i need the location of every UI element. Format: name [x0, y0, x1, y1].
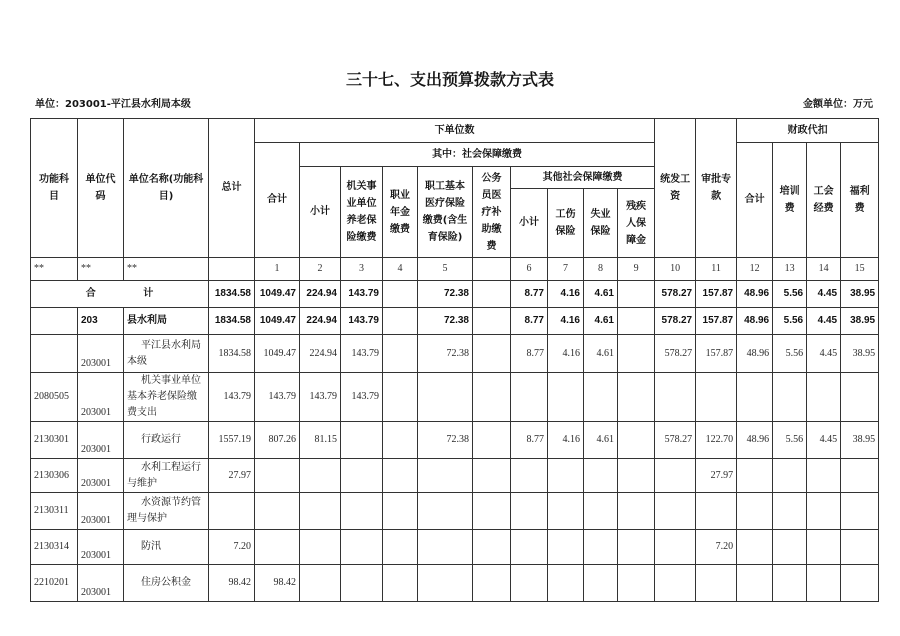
- cell-unified-salary: 578.27: [655, 335, 696, 373]
- cell-welfare-fee: [841, 373, 879, 422]
- header-unemployment-label: 失业保险: [590, 209, 611, 237]
- header-approved-special-label: 审批专款: [701, 174, 732, 202]
- cell-unemployment: 4.61: [584, 308, 618, 335]
- cell-ss-subtotal: [300, 493, 341, 530]
- column-index-cell: 14: [807, 258, 841, 281]
- cell-welfare-fee: 38.95: [841, 281, 879, 308]
- cell-disability: [618, 422, 655, 459]
- cell-civil-servant-medical: [473, 422, 511, 459]
- cell-unified-salary: 578.27: [655, 281, 696, 308]
- unit-code-cell: 203001: [78, 493, 124, 530]
- table-row: [31, 373, 879, 422]
- cell-ss-subtotal: 143.79: [300, 373, 341, 422]
- cell-disability: [618, 493, 655, 530]
- unit-name-cell: 防汛: [124, 530, 209, 565]
- header-medical-label: 职工基本医疗保险缴费(含生育保险): [422, 181, 468, 243]
- cell-ss-subtotal: [300, 459, 341, 493]
- cell-subtotal: [255, 530, 300, 565]
- cell-withholding-total: [737, 373, 773, 422]
- column-index-cell: **: [31, 258, 78, 281]
- cell-ss-subtotal: [300, 530, 341, 565]
- header-approved-special: [696, 119, 737, 258]
- header-pension: [341, 167, 383, 258]
- function-code-cell: 2130311: [31, 493, 78, 530]
- cell-unified-salary: [655, 565, 696, 602]
- table-row: [31, 530, 879, 565]
- cell-withholding-total: [737, 459, 773, 493]
- cell-unified-salary: [655, 530, 696, 565]
- cell-work-injury: [548, 373, 584, 422]
- cell-annuity: [383, 459, 418, 493]
- column-index-cell: **: [124, 258, 209, 281]
- cell-work-injury: [548, 565, 584, 602]
- cell-training-fee: [773, 493, 807, 530]
- header-social-security-label: 其中：社会保障缴费: [432, 148, 523, 160]
- cell-pension: 143.79: [341, 308, 383, 335]
- unit-name-cell: 行政运行: [124, 422, 209, 459]
- cell-pension: 143.79: [341, 373, 383, 422]
- cell-approved-special: [696, 373, 737, 422]
- header-training-fee-label: 培训费: [779, 186, 800, 214]
- cell-unemployment: [584, 530, 618, 565]
- cell-total: 1834.58: [209, 308, 255, 335]
- cell-approved-special: [696, 565, 737, 602]
- cell-unified-salary: [655, 373, 696, 422]
- unit-code-cell: 203: [78, 308, 124, 335]
- header-subtotal-label: 合计: [267, 194, 287, 206]
- cell-other-ss-subtotal: [511, 530, 548, 565]
- cell-other-ss-subtotal: [511, 459, 548, 493]
- column-index-cell: 2: [300, 258, 341, 281]
- cell-other-ss-subtotal: 8.77: [511, 308, 548, 335]
- function-code-cell: [31, 308, 78, 335]
- cell-approved-special: 157.87: [696, 281, 737, 308]
- cell-civil-servant-medical: [473, 281, 511, 308]
- cell-subtotal: 1049.47: [255, 335, 300, 373]
- cell-other-ss-subtotal: 8.77: [511, 335, 548, 373]
- header-training-fee: [773, 143, 807, 258]
- cell-medical: 72.38: [418, 281, 473, 308]
- unit-code-cell: 203001: [78, 422, 124, 459]
- function-code-cell: 2130314: [31, 530, 78, 565]
- column-index-cell: 4: [383, 258, 418, 281]
- column-index-cell: 6: [511, 258, 548, 281]
- header-withholding-total-label: 合计: [744, 194, 765, 206]
- cell-training-fee: [773, 530, 807, 565]
- unit-label: 单位：203001-平江县水利局本级: [35, 99, 191, 110]
- cell-union-fee: 4.45: [807, 308, 841, 335]
- unit-code-cell: 203001: [78, 335, 124, 373]
- cell-annuity: [383, 422, 418, 459]
- cell-withholding-total: 48.96: [737, 281, 773, 308]
- table-header: [31, 119, 879, 258]
- cell-annuity: [383, 281, 418, 308]
- header-unit-name-label: 单位名称(功能科目): [128, 174, 204, 202]
- cell-training-fee: [773, 373, 807, 422]
- cell-training-fee: 5.56: [773, 281, 807, 308]
- cell-civil-servant-medical: [473, 493, 511, 530]
- header-row-1: [31, 119, 879, 143]
- cell-unified-salary: 578.27: [655, 308, 696, 335]
- header-other-subtotal: [511, 189, 548, 258]
- cell-subtotal: 1049.47: [255, 308, 300, 335]
- unit-name-cell: 平江县水利局本级: [124, 335, 209, 373]
- cell-work-injury: 4.16: [548, 281, 584, 308]
- column-index-cell: 11: [696, 258, 737, 281]
- cell-medical: [418, 459, 473, 493]
- header-withholding-total: [737, 143, 773, 258]
- grand-total-label: 合 计: [31, 281, 209, 308]
- cell-subtotal: 807.26: [255, 422, 300, 459]
- cell-welfare-fee: [841, 530, 879, 565]
- cell-unified-salary: 578.27: [655, 422, 696, 459]
- header-union-fee: [807, 143, 841, 258]
- cell-work-injury: 4.16: [548, 422, 584, 459]
- cell-pension: [341, 422, 383, 459]
- cell-disability: [618, 335, 655, 373]
- table-row: [31, 493, 879, 530]
- cell-ss-subtotal: 81.15: [300, 422, 341, 459]
- cell-union-fee: 4.45: [807, 335, 841, 373]
- cell-unemployment: [584, 493, 618, 530]
- header-function-code: [31, 119, 78, 258]
- cell-medical: [418, 565, 473, 602]
- cell-other-ss-subtotal: 8.77: [511, 281, 548, 308]
- cell-union-fee: [807, 493, 841, 530]
- cell-pension: 143.79: [341, 335, 383, 373]
- column-index-cell: 13: [773, 258, 807, 281]
- cell-disability: [618, 308, 655, 335]
- cell-welfare-fee: 38.95: [841, 308, 879, 335]
- header-medical: [418, 167, 473, 258]
- cell-annuity: [383, 373, 418, 422]
- cell-annuity: [383, 308, 418, 335]
- cell-ss-subtotal: 224.94: [300, 335, 341, 373]
- cell-other-ss-subtotal: [511, 373, 548, 422]
- cell-work-injury: [548, 493, 584, 530]
- cell-subtotal: [255, 459, 300, 493]
- cell-training-fee: 5.56: [773, 308, 807, 335]
- unit-name-cell: 住房公积金: [124, 565, 209, 602]
- column-index-cell: 12: [737, 258, 773, 281]
- header-union-fee-label: 工会经费: [813, 186, 834, 214]
- header-annuity: [383, 167, 418, 258]
- cell-union-fee: [807, 530, 841, 565]
- cell-total: [209, 493, 255, 530]
- header-fiscal-withholding: [737, 119, 879, 143]
- header-function-code-label: 功能科目: [39, 174, 69, 202]
- column-index-cell: 8: [584, 258, 618, 281]
- cell-total: 7.20: [209, 530, 255, 565]
- header-welfare-fee: [841, 143, 879, 258]
- cell-unified-salary: [655, 493, 696, 530]
- cell-other-ss-subtotal: [511, 493, 548, 530]
- cell-ss-subtotal: 224.94: [300, 308, 341, 335]
- header-unified-salary-label: 统发工资: [660, 174, 691, 202]
- cell-withholding-total: [737, 530, 773, 565]
- header-lower-units-label: 下单位数: [434, 124, 475, 136]
- column-index-cell: [473, 258, 511, 281]
- cell-unemployment: 4.61: [584, 422, 618, 459]
- cell-training-fee: [773, 565, 807, 602]
- table-row: [31, 308, 879, 335]
- cell-withholding-total: 48.96: [737, 308, 773, 335]
- unit-name-cell: 水利工程运行与维护: [124, 459, 209, 493]
- cell-welfare-fee: [841, 565, 879, 602]
- cell-total: 1557.19: [209, 422, 255, 459]
- cell-approved-special: 157.87: [696, 335, 737, 373]
- cell-welfare-fee: 38.95: [841, 335, 879, 373]
- cell-pension: [341, 530, 383, 565]
- column-index-cell: 1: [255, 258, 300, 281]
- cell-approved-special: 27.97: [696, 459, 737, 493]
- column-index-cell: 9: [618, 258, 655, 281]
- cell-disability: [618, 459, 655, 493]
- cell-work-injury: [548, 530, 584, 565]
- header-unit-code-label: 单位代码: [85, 174, 116, 202]
- header-fiscal-withholding-label: 财政代扣: [787, 124, 828, 136]
- cell-training-fee: [773, 459, 807, 493]
- header-other-social-security-label: 其他社会保障缴费: [542, 171, 623, 183]
- cell-total: 27.97: [209, 459, 255, 493]
- cell-disability: [618, 281, 655, 308]
- header-civil-servant-medical-label: 公务员医疗补助缴费: [481, 172, 502, 252]
- cell-withholding-total: [737, 565, 773, 602]
- column-index-row: [31, 258, 879, 281]
- cell-pension: [341, 459, 383, 493]
- cell-annuity: [383, 565, 418, 602]
- cell-work-injury: 4.16: [548, 335, 584, 373]
- cell-welfare-fee: [841, 493, 879, 530]
- cell-union-fee: 4.45: [807, 281, 841, 308]
- cell-annuity: [383, 493, 418, 530]
- cell-total: 98.42: [209, 565, 255, 602]
- cell-other-ss-subtotal: [511, 565, 548, 602]
- cell-total: 1834.58: [209, 335, 255, 373]
- cell-total: 1834.58: [209, 281, 255, 308]
- column-index-cell: 15: [841, 258, 879, 281]
- cell-welfare-fee: 38.95: [841, 422, 879, 459]
- grand-total-row: [31, 281, 879, 308]
- budget-table: [30, 118, 879, 602]
- page-title: 三十七、支出预算拨款方式表: [345, 70, 554, 89]
- header-unit-name: [124, 119, 209, 258]
- header-other-social-security: [511, 167, 655, 189]
- unit-code-cell: 203001: [78, 565, 124, 602]
- cell-pension: [341, 493, 383, 530]
- cell-medical: 72.38: [418, 422, 473, 459]
- column-index-cell: [209, 258, 255, 281]
- cell-civil-servant-medical: [473, 373, 511, 422]
- cell-work-injury: 4.16: [548, 308, 584, 335]
- cell-subtotal: 98.42: [255, 565, 300, 602]
- cell-pension: [341, 565, 383, 602]
- function-code-cell: 2080505: [31, 373, 78, 422]
- cell-civil-servant-medical: [473, 530, 511, 565]
- cell-approved-special: 7.20: [696, 530, 737, 565]
- column-index-cell: 7: [548, 258, 584, 281]
- header-other-subtotal-label: 小计: [519, 217, 539, 229]
- cell-medical: 72.38: [418, 308, 473, 335]
- header-unemployment: [584, 189, 618, 258]
- cell-annuity: [383, 530, 418, 565]
- cell-disability: [618, 530, 655, 565]
- column-index-cell: **: [78, 258, 124, 281]
- header-subtotal: [255, 143, 300, 258]
- cell-subtotal: [255, 493, 300, 530]
- header-unified-salary: [655, 119, 696, 258]
- header-civil-servant-medical: [473, 167, 511, 258]
- function-code-cell: 2130301: [31, 422, 78, 459]
- unit-name-cell: 机关事业单位基本养老保险缴费支出: [124, 373, 209, 422]
- cell-unemployment: [584, 459, 618, 493]
- cell-approved-special: [696, 493, 737, 530]
- cell-union-fee: 4.45: [807, 422, 841, 459]
- cell-union-fee: [807, 373, 841, 422]
- table-row: [31, 459, 879, 493]
- unit-code-cell: 203001: [78, 459, 124, 493]
- cell-medical: 72.38: [418, 335, 473, 373]
- header-pension-label: 机关事业单位养老保险缴费: [346, 181, 377, 243]
- cell-training-fee: 5.56: [773, 335, 807, 373]
- cell-subtotal: 143.79: [255, 373, 300, 422]
- cell-total: 143.79: [209, 373, 255, 422]
- table-row: [31, 335, 879, 373]
- cell-disability: [618, 373, 655, 422]
- unit-code-cell: 203001: [78, 530, 124, 565]
- cell-union-fee: [807, 565, 841, 602]
- function-code-cell: 2210201: [31, 565, 78, 602]
- cell-civil-servant-medical: [473, 335, 511, 373]
- cell-approved-special: 157.87: [696, 308, 737, 335]
- header-disability: [618, 189, 655, 258]
- cell-unemployment: [584, 565, 618, 602]
- cell-civil-servant-medical: [473, 308, 511, 335]
- column-index-cell: 3: [341, 258, 383, 281]
- cell-civil-servant-medical: [473, 459, 511, 493]
- cell-disability: [618, 565, 655, 602]
- header-total-label: 总计: [221, 182, 242, 194]
- header-lower-units: [255, 119, 655, 143]
- header-annuity-label: 职业年金缴费: [390, 189, 410, 235]
- cell-unemployment: [584, 373, 618, 422]
- unit-name-cell: 水资源节约管理与保护: [124, 493, 209, 530]
- table-body: [31, 258, 879, 602]
- cell-medical: [418, 530, 473, 565]
- cell-ss-subtotal: [300, 565, 341, 602]
- cell-annuity: [383, 335, 418, 373]
- unit-code-cell: 203001: [78, 373, 124, 422]
- cell-withholding-total: 48.96: [737, 335, 773, 373]
- table-row: [31, 565, 879, 602]
- column-index-cell: 5: [418, 258, 473, 281]
- function-code-cell: [31, 335, 78, 373]
- header-work-injury: [548, 189, 584, 258]
- cell-ss-subtotal: 224.94: [300, 281, 341, 308]
- header-work-injury-label: 工伤保险: [555, 209, 576, 237]
- cell-other-ss-subtotal: 8.77: [511, 422, 548, 459]
- header-disability-label: 残疾人保障金: [626, 200, 647, 246]
- cell-pension: 143.79: [341, 281, 383, 308]
- cell-union-fee: [807, 459, 841, 493]
- cell-withholding-total: [737, 493, 773, 530]
- header-welfare-fee-label: 福利费: [849, 186, 870, 214]
- header-social-security: [300, 143, 655, 167]
- column-index-cell: 10: [655, 258, 696, 281]
- cell-withholding-total: 48.96: [737, 422, 773, 459]
- cell-approved-special: 122.70: [696, 422, 737, 459]
- cell-unified-salary: [655, 459, 696, 493]
- unit-name-cell: 县水利局: [124, 308, 209, 335]
- table-row: [31, 422, 879, 459]
- cell-unemployment: 4.61: [584, 281, 618, 308]
- header-ss-subtotal: [300, 167, 341, 258]
- cell-work-injury: [548, 459, 584, 493]
- cell-subtotal: 1049.47: [255, 281, 300, 308]
- cell-civil-servant-medical: [473, 565, 511, 602]
- function-code-cell: 2130306: [31, 459, 78, 493]
- cell-medical: [418, 493, 473, 530]
- header-ss-subtotal-label: 小计: [310, 206, 330, 218]
- amount-unit-label: 金额单位：万元: [803, 99, 873, 110]
- cell-unemployment: 4.61: [584, 335, 618, 373]
- header-unit-code: [78, 119, 124, 258]
- cell-training-fee: 5.56: [773, 422, 807, 459]
- header-total: [209, 119, 255, 258]
- cell-medical: [418, 373, 473, 422]
- cell-welfare-fee: [841, 459, 879, 493]
